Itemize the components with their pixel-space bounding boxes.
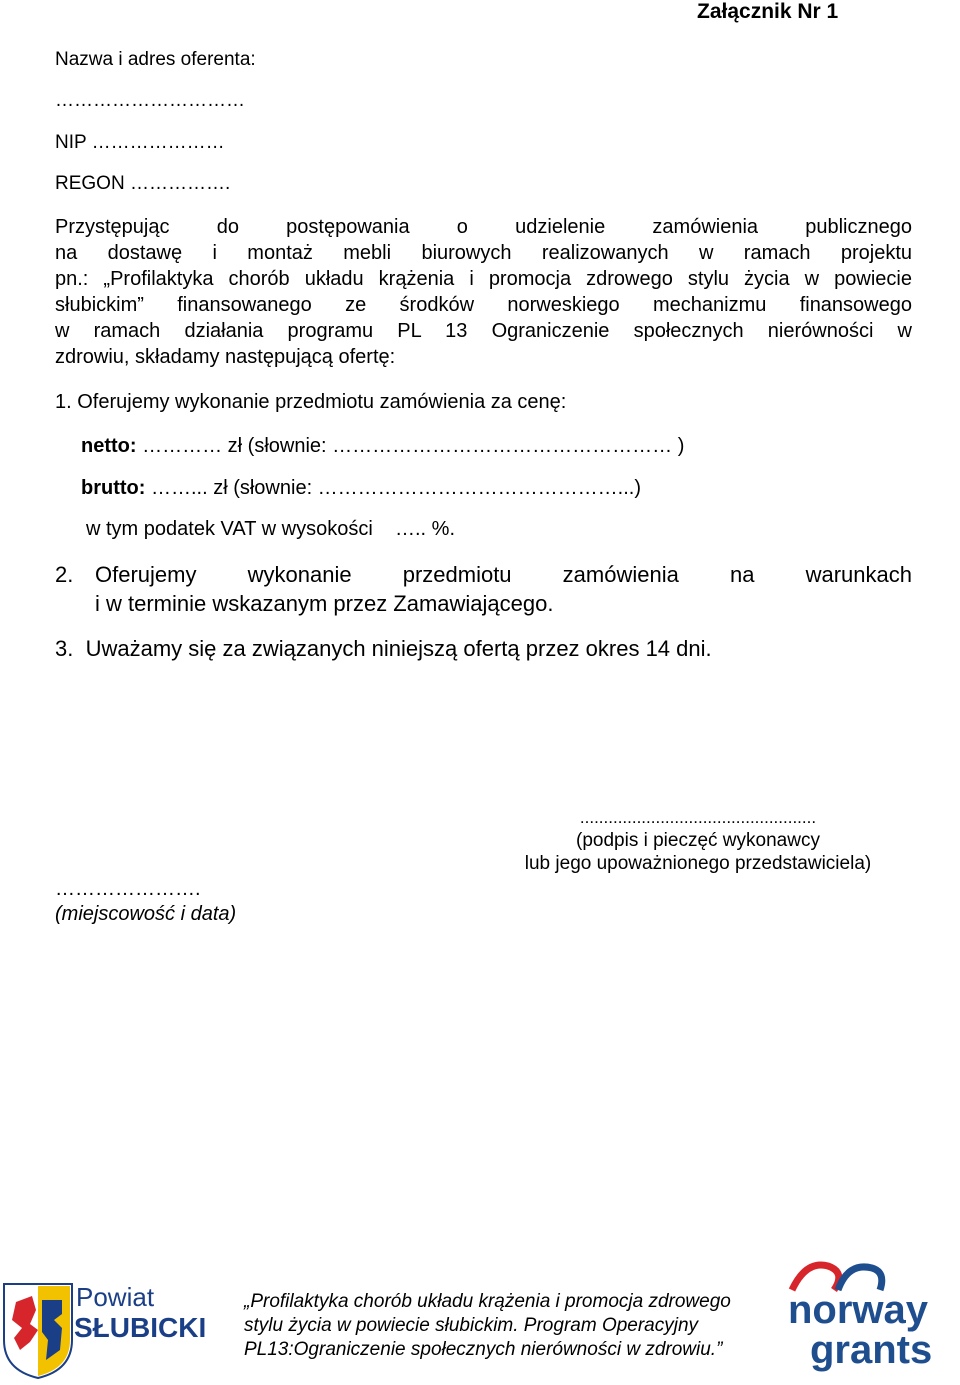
- netto-row: [81, 435, 684, 458]
- intro-line-1: Przystępując do postępowania o udzielenie zamówienia publicznego: [55, 216, 912, 238]
- place-date-label: (miejscowość i data): [55, 903, 237, 925]
- item-3: 3. Uważamy się za związanych niniejszą ofertą przez okres 14 dni.: [55, 636, 712, 661]
- intro-line-4: słubickim” finansowanego ze środków norweskiego mechanizmu finansowego: [55, 294, 912, 316]
- regon-field: REGON …………….: [55, 173, 231, 194]
- norway-word: norway: [788, 1288, 929, 1332]
- netto-label: netto:: [81, 435, 137, 457]
- netto-value: ………… zł (słownie: …………………………………………… ): [136, 435, 685, 457]
- intro-line-5: w ramach działania programu PL 13 Ograniczenie społecznych nierówności w: [55, 320, 912, 342]
- item-2-line-1: Oferujemy wykonanie przedmiotu zamówienia na warunkach: [95, 562, 912, 587]
- norway-grants-logo: [786, 1256, 958, 1376]
- signature-dots: ..................................................: [579, 808, 817, 827]
- slubicki-word: SŁUBICKI: [74, 1312, 207, 1343]
- bidder-name-address-label: Nazwa i adres oferenta:: [55, 49, 256, 70]
- vat-line: w tym podatek VAT w wysokości ….. %.: [86, 518, 455, 540]
- powiat-word: Powiat: [76, 1282, 155, 1312]
- signature-line-1: (podpis i pieczęć wykonawcy: [576, 830, 820, 851]
- footer-line-3: PL13:Ograniczenie społecznych nierówności w zdrowiu.”: [244, 1339, 723, 1360]
- footer-line-2: stylu życia w powiecie słubickim. Program Operacyjny: [244, 1315, 699, 1336]
- footer-project-text: [244, 1290, 731, 1362]
- item-2-number: 2.: [55, 562, 74, 587]
- brutto-value: ……... zł (słownie: ………………………………………...): [145, 477, 642, 499]
- annex-label: Załącznik Nr 1: [697, 0, 839, 23]
- brutto-label: brutto:: [81, 477, 146, 499]
- intro-line-3: pn.: „Profilaktyka chorób układu krążenia i promocja zdrowego stylu życia w powiecie: [55, 268, 912, 290]
- footer-line-1: „Profilaktyka chorób układu krążenia i promocja zdrowego: [244, 1291, 731, 1312]
- grants-word: grants: [810, 1328, 933, 1372]
- item-2-line-2: i w terminie wskazanym przez Zamawiającego.: [95, 591, 554, 616]
- item-1: 1. Oferujemy wykonanie przedmiotu zamówienia za cenę:: [55, 391, 567, 413]
- powiat-slubicki-logo: [2, 1280, 232, 1380]
- brutto-row: [81, 477, 641, 500]
- signature-line-2: lub jego upoważnionego przedstawiciela): [524, 853, 872, 874]
- nip-field: NIP …………………: [55, 132, 225, 153]
- intro-line-6: zdrowiu, składamy następującą ofertę:: [55, 346, 396, 368]
- place-date-dots: ………………….: [55, 878, 201, 900]
- bidder-name-address-dots: …………………………: [55, 90, 245, 111]
- intro-line-2: na dostawę i montaż mebli biurowych realizowanych w ramach projektu: [55, 242, 912, 264]
